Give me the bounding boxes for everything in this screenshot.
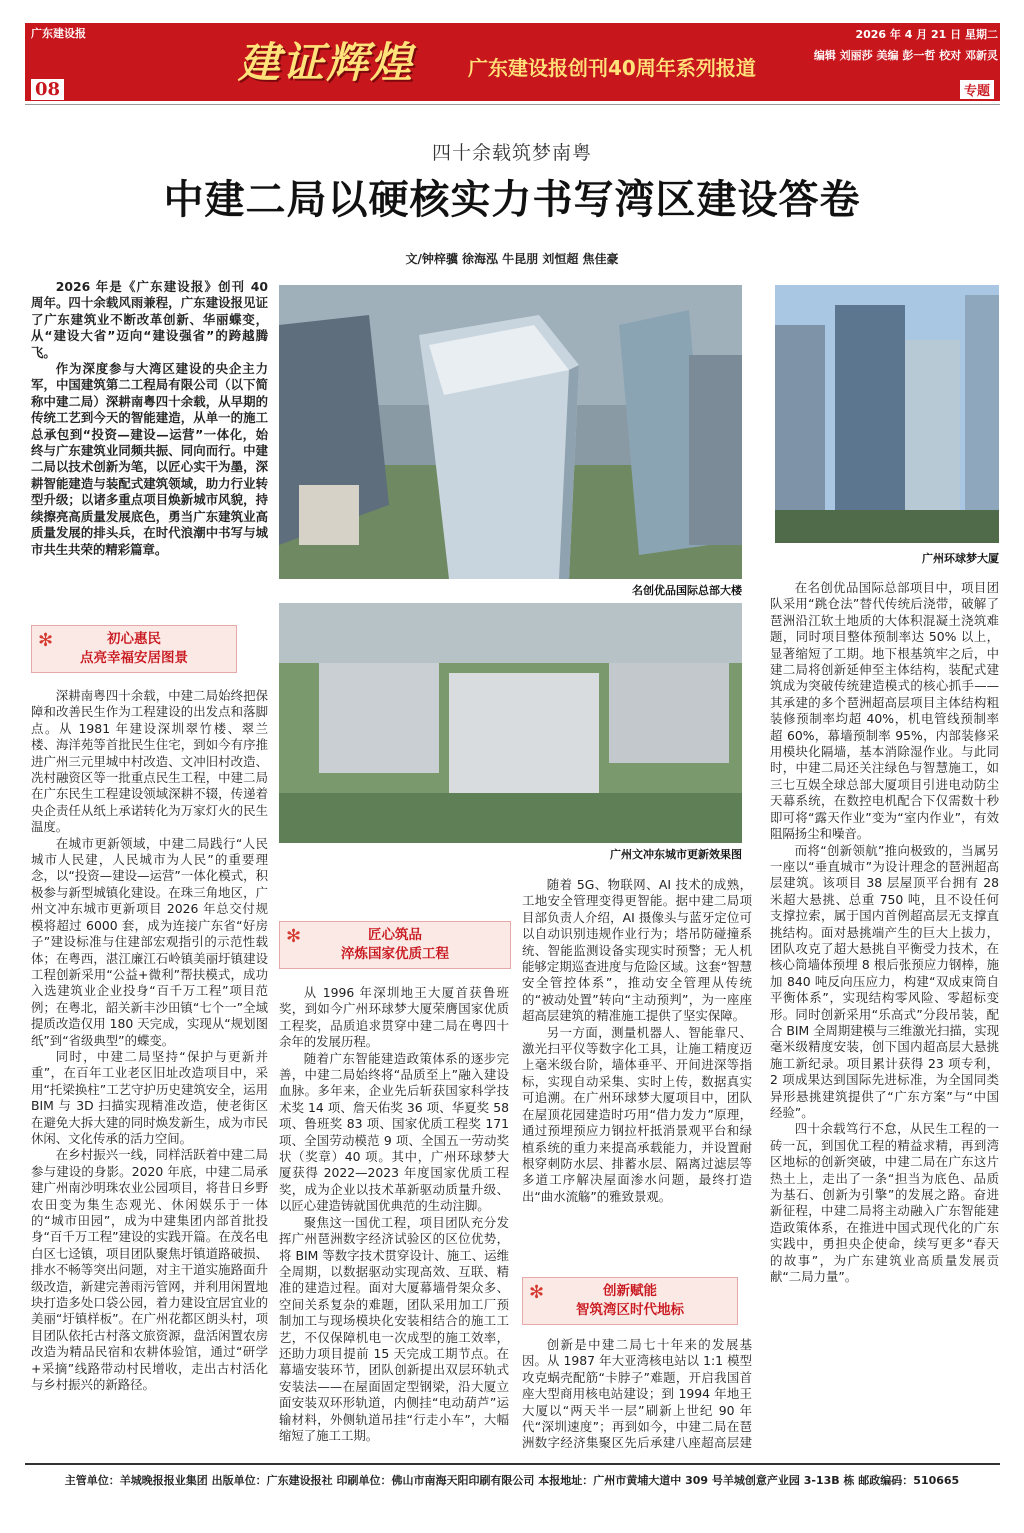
footer-divider xyxy=(25,1463,1000,1465)
section-2-body-continued xyxy=(522,877,752,1267)
body-paragraph: 随着广东智能建造政策体系的逐步完善，中建二局始终将“品质至上”融入建设血脉。多年来，企业先后斩获国家科学技术奖 14 项、詹天佑奖 36 项、华夏奖 58 项、鲁班奖 83 项、国家优质工程奖 171 项、全国劳动模范 9 项、全国五一劳动奖状（奖章）40 项。其中，广州环球梦大厦获得 2022—2023 年度国家优质工程奖，成为企业以技术革新驱动质量升级、以匠心建造铸就国优典范的生动注脚。 xyxy=(279,1050,509,1214)
body-paragraph: 聚焦这一国优工程，项目团队充分发挥广州琶洲数字经济试验区的区位优势，将 BIM 等数字技术贯穿设计、施工、运维全周期，以数据驱动实现高效、互联、精准的建造过程。面对大厦幕墙骨架众多、空间关系复杂的难题，团队采用加工厂预制加工与现场模块化安装相结合的施工工艺，不仅保障机电一次成型的施工效率，还助力项目提前 15 天完成工期节点。在幕墙安装环节，团队创新提出双层环轨式安装法——在屋面固定型钢梁，沿大厦立面安装双环形轨道，内侧挂“电动葫芦”运输材料，外侧轨道吊挂“行走小车”，大幅缩短了施工工期。 xyxy=(279,1214,509,1443)
section-heading-1 xyxy=(31,625,237,673)
series-subtitle: 广东建设报创刊40周年系列报道 xyxy=(468,56,756,80)
lead-paragraph: 2026 年是《广东建设报》创刊 40 周年。四十余载风雨兼程，广东建设报见证了广东建筑业不断改革创新、华丽蝶变，从“建设大省”迈向“建设强省”的跨越腾飞。 xyxy=(31,279,268,360)
section-heading-3-line2: 智筑湾区时代地标 xyxy=(576,1302,684,1318)
lead-paragraph: 作为深度参与大湾区建设的央企主力军，中国建筑第二工程局有限公司（以下简称中建二局）深耕南粤四十余载，从早期的传统工艺到今天的智能建造，从单一的施工总承包到“投资—建设—运营”一体化，始终与广东建筑业同频共振、同向而行。中建二局以技术创新为笔，以匠心实干为墨，深耕智能建造与装配式建筑领域，助力行业转型升级；以诸多重点项目焕新城市风貌，持续擦亮高质量发展底色，勇当广东建筑业高质量发展的排头兵，在时代浪潮中书写与城市共生共荣的精彩篇章。 xyxy=(31,361,268,557)
section-heading-3 xyxy=(522,1277,738,1325)
section-label: 专题 xyxy=(960,80,994,99)
flower-icon: ✻ xyxy=(529,1282,545,1303)
body-paragraph: 创新是中建二局七十年来的发展基因。从 1987 年大亚湾核电站以 1:1 模型攻克蜗壳配筋“卡脖子”难题，开启我国首座大型商用核电站建设；到 1994 年地王大厦以“两天半一层”刷新上世纪 90 年代“深圳速度”；再到如今，中建二局在琶洲数字经济集聚区先后承建八座超高层建 xyxy=(522,1337,752,1450)
caption-tower: 名创优品国际总部大楼 xyxy=(632,584,742,597)
section-heading-2-line1: 匠心筑品 xyxy=(368,927,422,943)
photo-right-building xyxy=(775,285,999,543)
section-heading-1-line2: 点亮幸福安居图景 xyxy=(80,650,188,666)
section-heading-2-line2: 淬炼国家优质工程 xyxy=(341,946,449,962)
body-paragraph: 从 1996 年深圳地王大厦首获鲁班奖，到如今广州环球梦大厦荣膺国家优质工程奖，品质追求贯穿中建二局在粤四十余年的发展历程。 xyxy=(279,985,509,1050)
body-paragraph: 另一方面，测量机器人、智能靠尺、激光扫平仪等数字化工具，让施工精度迈上毫米级台阶，墙体垂平、开间进深等指标，实现自动采集、实时上传，数据真实可追溯。在广州环球梦大厦项目中，团队在屋顶花园建造时巧用“借力发力”原理，通过预埋预应力钢拉杆抵消景观平台和绿植系统的重力来提高承载能力，并设置耐根穿刺防水层、排蓄水层、隔离过滤层等多道工序解决屋面渗水问题，最终打造出“曲水流觞”的雅致景观。 xyxy=(522,1024,752,1204)
series-logo-title: 建证辉煌 xyxy=(238,38,415,87)
caption-right-building: 广州环球梦大厦 xyxy=(922,552,999,565)
section-heading-2 xyxy=(279,921,511,969)
header-divider xyxy=(25,104,1000,105)
body-paragraph: 深耕南粤四十余载，中建二局始终把保障和改善民生作为工程建设的出发点和落脚点。从 1981 年建设深圳翠竹楼、翠兰楼、海洋苑等首批民生住宅，到如今有序推进广州三元里城中村改造、文冲旧村改造、冼村融资区等一批重点民生工程，中建二局在广东民生工程建设领域深耕不辍，传递着央企责任从纸上承诺转化为万家灯火的民生温度。 xyxy=(31,688,268,835)
issue-date: 2026 年 4 月 21 日 星期二 xyxy=(855,28,998,41)
body-paragraph: 同时，中建二局坚持“保护与更新并重”，在百年工业老区旧址改造项目中，采用“托梁换柱”工艺守护历史建筑安全，运用 BIM 与 3D 扫描实现精准改造，使老街区在避免大拆大建的同时焕发新生，成为市民休闲、文化传承的活力空间。 xyxy=(31,1048,268,1146)
editor-credits: 编辑 刘丽莎 美编 彭一哲 校对 邓新灵 xyxy=(813,49,998,62)
footer-imprint: 主管单位：羊城晚报报业集团 出版单位：广东建设报社 印刷单位：佛山市南海天阳印刷有限公司 本报地址：广州市黄埔大道中 309 号羊城创意产业园 3-13B 栋 邮政编码：510665 xyxy=(64,1474,960,1487)
section-3-body-continued xyxy=(770,580,999,1450)
caption-aerial-rendering: 广州文冲东城市更新效果图 xyxy=(610,848,742,861)
section-heading-3-line1: 创新赋能 xyxy=(603,1283,657,1299)
article-kicker: 四十余载筑梦南粤 xyxy=(431,142,592,164)
section-1-body xyxy=(31,688,268,1450)
photo-tower xyxy=(279,285,742,579)
section-2-body xyxy=(279,985,509,1450)
body-paragraph: 随着 5G、物联网、AI 技术的成熟，工地安全管理变得更智能。据中建二局项目部负责人介绍，AI 摄像头与蓝牙定位可以自动识别违规作业行为；塔吊防碰撞系统、智能监测设备实现实时预警；无人机能够定期巡查进度与危险区域。这套“智慧安全管控体系”，推动安全管理从传统的“被动处置”转向“主动预判”，为一座座超高层建筑的精准施工提供了坚实保障。 xyxy=(522,877,752,1024)
article-byline: 文/钟梓骥 徐海泓 牛昆朋 刘恒超 焦佳豪 xyxy=(405,252,619,266)
photo-aerial-rendering xyxy=(279,603,742,843)
article-lead xyxy=(31,279,268,615)
flower-icon: ✻ xyxy=(286,926,302,947)
paper-name: 广东建设报 xyxy=(25,23,92,43)
article-headline: 中建二局以硬核实力书写湾区建设答卷 xyxy=(163,176,861,223)
body-paragraph: 在城市更新领域，中建二局践行“人民城市人民建，人民城市为人民”的重要理念，以“投资—建设—运营”一体化模式，积极参与新型城镇化建设。在珠三角地区，广州文冲东城市更新项目 2026 年总交付规模将超过 6000 套，成为连接广东省“好房子”建设标准与住建部宏观指引的示范性载体；在粤西，湛江廉江石岭镇美丽圩镇建设工程创新采用“公益+微利”帮扶模式，成功入选建筑业企业投身“百千万工程”项目范例；在粤北，韶关新丰沙田镇“七个一”全域提质改造仅用 180 天完成，实现从“规划图纸”到“省级典型”的蝶变。 xyxy=(31,835,268,1048)
body-paragraph: 在乡村振兴一线，同样活跃着中建二局参与建设的身影。2020 年底，中建二局承建广州南沙明珠农业公园项目，将昔日乡野农田变为集生态观光、休闲娱乐于一体的“城市田园”，成为中建集团内部首批投身“百千万工程”建设的实践开篇。在茂名电白区七迳镇，项目团队聚焦圩镇道路破损、排水不畅等突出问题，对主干道实施路面升级改造，新建完善雨污管网，并利用闲置地块打造多处口袋公园，着力建设宜居宜业的美丽“圩镇样板”。在广州花都区朗头村，项目团队依托古村落文旅资源，盘活闲置农房改造为精品民宿和农耕体验馆，通过“研学+采摘”线路带动村民增收，走出古村活化与乡村振兴的新路径。 xyxy=(31,1147,268,1393)
body-paragraph: 四十余载笃行不怠，从民生工程的一砖一瓦，到国优工程的精益求精，再到湾区地标的创新突破，中建二局在广东这片热土上，走出了一条“担当为底色、品质为基石、创新为引擎”的发展之路。奋进新征程，中建二局将主动融入广东智能建造政策体系，在推进中国式现代化的广东实践中，勇担央企使命，续写更多“春天的故事”，为广东建筑业高质量发展贡献“二局力量”。 xyxy=(770,1121,999,1285)
body-paragraph: 在名创优品国际总部项目中，项目团队采用“跳仓法”替代传统后浇带，破解了琶洲沿江软土地质的大体积混凝土浇筑难题，同时项目整体预制率达 50% 以上，显著缩短了工期。地下根基筑牢之后，中建二局将创新延伸至主体结构，装配式建筑成为突破传统建造模式的核心抓手——其承建的多个琶洲超高层项目主体结构粗装修预制率均超 40%，机电管线预制率超 60%，幕墙预制率 95%，内部装修采用模块化隔墙，基本消除湿作业。与此同时，中建二局还关注绿色与智慧施工，如三七互娱全球总部大厦项目引进电动防尘天幕系统，在数控电机配合下仅需数十秒即可将“露天作业”变为“室内作业”，有效阻隔扬尘和噪音。 xyxy=(770,580,999,842)
section-heading-1-line1: 初心惠民 xyxy=(107,631,161,647)
body-paragraph: 而将“创新领航”推向极致的，当属另一座以“垂直城市”为设计理念的琶洲超高层建筑。该项目 38 层屋顶平台拥有 28 米超大悬挑、总重 750 吨，且不设任何支撑拉索，属于国内首例超高层无支撑直挑结构。面对悬挑端产生的巨大上拔力，团队攻克了超大悬挑自平衡受力技术，在核心筒墙体预埋 8 根后张预应力钢棒，施加 840 吨反向压应力，构建“双成束筒自平衡体系”，实现结构零风险、零超标变形。同时创新采用“乐高式”分段吊装，配合 BIM 全周期建模与三维激光扫描，实现毫米级精度安装，创下国内超高层大悬挑施工新纪录。项目累计获得 23 项专利，2 项成果达到国际先进标准，为全国同类异形悬挑建筑提供了“广东方案”与“中国经验”。 xyxy=(770,842,999,1120)
page-number: 08 xyxy=(31,79,64,100)
section-3-body xyxy=(522,1337,752,1450)
flower-icon: ✻ xyxy=(38,630,54,651)
